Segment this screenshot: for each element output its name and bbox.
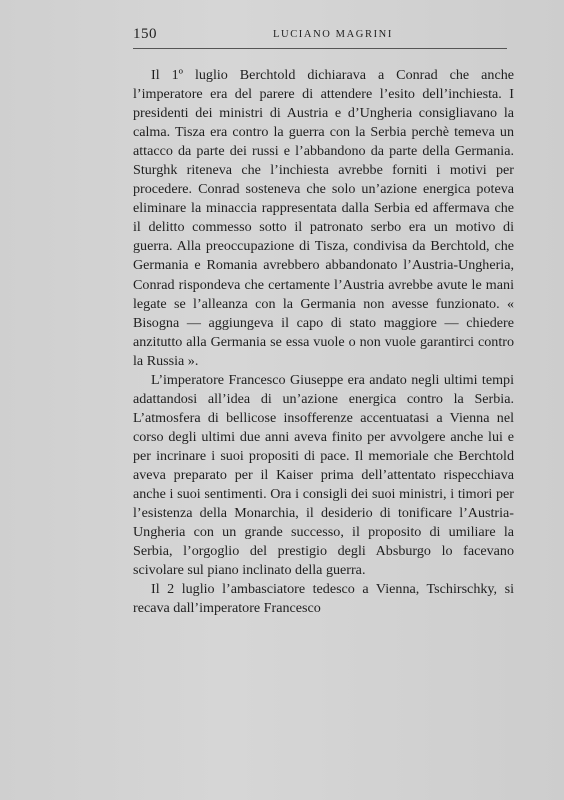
header-rule — [133, 48, 507, 49]
page-header — [133, 26, 514, 48]
paragraph: Il 2 luglio l’ambasciatore tedesco a Vienna, Tschirschky, si recava dall’imperatore Francesco — [133, 581, 514, 617]
paragraph: Il 1º luglio Berchtold dichiarava a Conrad che anche l’imperatore era del parere di attendere l’esito dell’inchiesta. I presidenti dei ministri di Austria e d’Ungheria consigliavano la calma. Tisza era contro la guerra con la Serbia perchè temeva un attacco da parte dei russi e l’abbandono da parte della Germania. Sturghk riteneva che l’inchiesta avrebbe forniti i motivi per procedere. Conrad sosteneva che solo un’azione energica poteva eliminare la minaccia rappresentata dalla Serbia ed affermava che il delitto commesso sotto il patronato serbo era un motivo di guerra. Alla preoccupazione di Tisza, condivisa da Berchtold, che Germania e Romania avrebbero abbandonato l’Austria-Ungheria, Conrad rispondeva che certamente l’Austria avrebbe avute le mani legate se l’alleanza con la Germania non avesse funzionato. « Bisogna — aggiungeva il capo di stato maggiore — chiedere anzitutto alla Germania se essa vuole o non vuole garantirci contro la Russia ». — [133, 67, 514, 369]
running-head: LUCIANO MAGRINI — [273, 29, 393, 40]
paragraph: L’imperatore Francesco Giuseppe era andato negli ultimi tempi adattandosi all’idea di un’azione energica contro la Serbia. L’atmosfera di bellicose insofferenze accentuatasi a Vienna nel corso degli ultimi due anni aveva finito per avvolgere anche lui e per incrinare i suoi propositi di pace. Il memoriale che Berchtold aveva preparato per il Kaiser prima dell’attentato rispecchiava anche i suoi sentimenti. Ora i consigli dei suoi ministri, i timori per l’esistenza della Monarchia, il desiderio di tonificare l’Austria-Ungheria con un grande successo, il proposito di umiliare la Serbia, l’orgoglio del prestigio degli Absburgo lo facevano scivolare sul piano inclinato della guerra. — [133, 371, 514, 579]
body-text — [133, 66, 514, 618]
page-number: 150 — [133, 26, 157, 42]
